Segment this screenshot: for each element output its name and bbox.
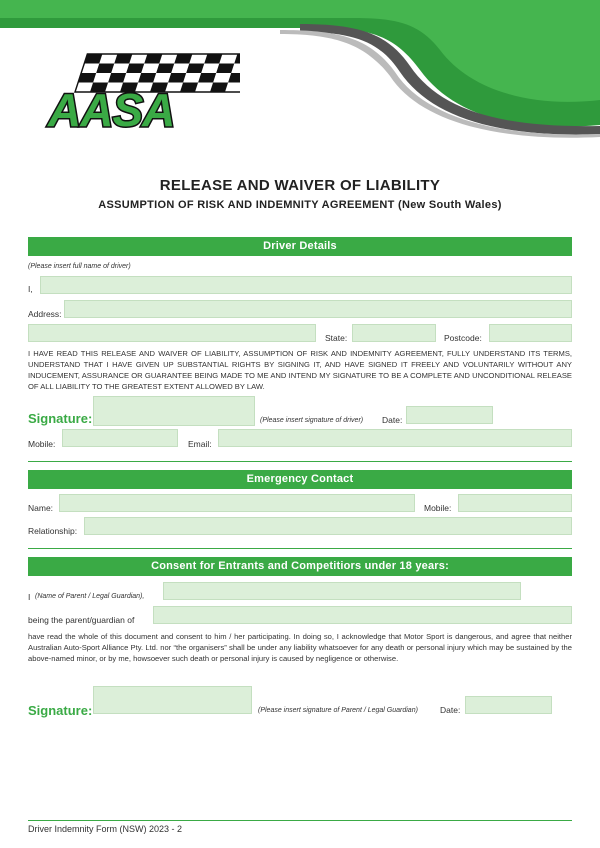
driver-name-label: I,	[28, 284, 33, 294]
parent-date-label: Date:	[440, 705, 461, 715]
driver-release-statement: I HAVE READ THIS RELEASE AND WAIVER OF LIABILITY, ASSUMPTION OF RISK AND INDEMNITY AGREEMENT, FULLY UNDERSTAND ITS TERMS, UNDERSTAND THAT I HAVE GIVEN UP SUBSTANTIAL RIGHTS BY SIGNING IT, AND HAVE SIGNED IT FREELY AND VOLUNTARILY WITHOUT ANY INDUCEMENT, ASSURANCE OR GUARANTEE BEING MADE TO ME AND INTEND MY SIGNATURE TO BE A COMPLETE AND UNCONDITIONAL RELEASE OF ALL LIABILITY TO THE GREATEST EXTENT ALLOWED BY LAW.	[28, 349, 572, 391]
parent-signature-label: Signature:	[28, 703, 93, 718]
consent-statement: have read the whole of this document and consent to him / her participating. In doing so, I acknowledge that Motor Sport is dangerous, and agree that neither Australian Auto-Sport Alliance Pty. Ltd. nor “the organisers” shall be under any liability whatsoever for any death or personal injury which may be sustained by the above-named minor, or by me, howsoever such death or personal injury is caused by negligence or otherwise.	[28, 632, 572, 663]
driver-signature-hint: (Please insert signature of driver)	[260, 417, 364, 424]
emergency-contact-header: Emergency Contact	[28, 470, 572, 489]
state-label: State:	[325, 333, 348, 343]
parent-signature-hint: (Please insert signature of Parent / Legal Guardian)	[258, 707, 418, 714]
parent-name-field[interactable]	[163, 582, 521, 600]
parent-date-field[interactable]	[465, 696, 552, 714]
driver-email-field[interactable]	[218, 429, 572, 447]
emergency-mobile-label: Mobile:	[424, 503, 452, 513]
driver-mobile-field[interactable]	[62, 429, 178, 447]
relationship-field[interactable]	[84, 517, 572, 535]
address-field-line2[interactable]	[28, 324, 316, 342]
section-divider	[28, 548, 572, 549]
consent-header: Consent for Entrants and Competitiors under 18 years:	[28, 557, 572, 576]
emergency-name-field[interactable]	[59, 494, 415, 512]
logo-text: AASA	[48, 84, 175, 132]
aasa-logo	[40, 52, 240, 132]
address-field-line1[interactable]	[64, 300, 572, 318]
section-divider	[28, 461, 572, 462]
driver-signature-label: Signature:	[28, 411, 93, 426]
document-title: RELEASE AND WAIVER OF LIABILITY	[159, 177, 441, 194]
postcode-label: Postcode:	[444, 333, 482, 343]
driver-date-field[interactable]	[406, 406, 493, 424]
relationship-label: Relationship:	[28, 526, 78, 536]
minor-name-field[interactable]	[153, 606, 572, 624]
footer-divider	[28, 820, 572, 821]
document-subtitle: ASSUMPTION OF RISK AND INDEMNITY AGREEMENT (New South Wales)	[98, 199, 502, 211]
driver-date-label: Date:	[382, 415, 403, 425]
driver-details-header: Driver Details	[28, 237, 572, 256]
emergency-name-label: Name:	[28, 503, 54, 513]
parent-i-label: I	[28, 592, 31, 602]
parent-name-hint: (Name of Parent / Legal Guardian),	[35, 593, 145, 600]
driver-name-hint: (Please insert full name of driver)	[28, 263, 131, 270]
driver-mobile-label: Mobile:	[28, 439, 56, 449]
driver-signature-field[interactable]	[93, 396, 255, 426]
address-label: Address:	[28, 309, 62, 319]
emergency-mobile-field[interactable]	[458, 494, 572, 512]
driver-email-label: Email:	[188, 439, 212, 449]
driver-name-field[interactable]	[40, 276, 572, 294]
parent-signature-field[interactable]	[93, 686, 252, 714]
footer-text: Driver Indemnity Form (NSW) 2023 - 2	[28, 824, 183, 834]
state-field[interactable]	[352, 324, 436, 342]
postcode-field[interactable]	[489, 324, 572, 342]
being-parent-label: being the parent/guardian of	[28, 615, 135, 625]
